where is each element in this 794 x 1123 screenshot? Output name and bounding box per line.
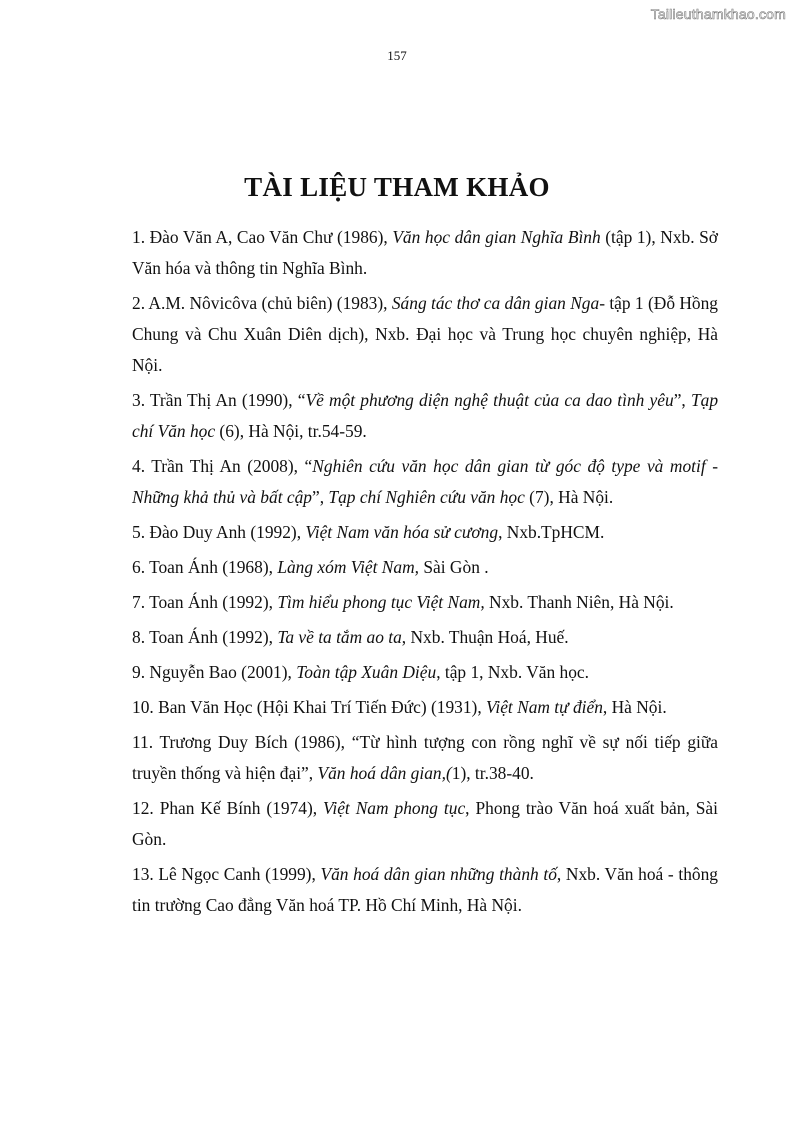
reference-item: 1. Đào Văn A, Cao Văn Chư (1986), Văn học dân gian Nghĩa Bình (tập 1), Nxb. Sở Văn hóa và thông tin Nghĩa Bình. (132, 227, 718, 278)
reference-item: 10. Ban Văn Học (Hội Khai Trí Tiến Đức) (1931), Việt Nam tự điển, Hà Nội. (132, 697, 667, 717)
page-number: 157 (387, 48, 407, 63)
reference-item: 11. Trương Duy Bích (1986), “Từ hình tượng con rồng nghĩ về sự nối tiếp giữa truyền thống và hiện đại”, Văn hoá dân gian,(1), tr.38-40. (132, 732, 718, 783)
page-title: TÀI LIỆU THAM KHẢO (244, 172, 550, 202)
reference-item: 12. Phan Kế Bính (1974), Việt Nam phong tục, Phong trào Văn hoá xuất bản, Sài Gòn. (132, 798, 718, 849)
reference-list (132, 222, 718, 925)
watermark: Tailieuthamkhao.com (650, 6, 786, 22)
reference-item: 7. Toan Ánh (1992), Tìm hiểu phong tục Việt Nam, Nxb. Thanh Niên, Hà Nội. (132, 592, 674, 612)
reference-item: 6. Toan Ánh (1968), Làng xóm Việt Nam, Sài Gòn . (132, 557, 489, 577)
reference-item: 9. Nguyễn Bao (2001), Toàn tập Xuân Diệu, tập 1, Nxb. Văn học. (132, 662, 589, 682)
reference-item: 8. Toan Ánh (1992), Ta về ta tắm ao ta, Nxb. Thuận Hoá, Huế. (132, 627, 569, 647)
reference-item: 5. Đào Duy Anh (1992), Việt Nam văn hóa sử cương, Nxb.TpHCM. (132, 522, 605, 542)
reference-item: 4. Trần Thị An (2008), “Nghiên cứu văn học dân gian từ góc độ type và motif - Những khả thủ và bất cập”, Tạp chí Nghiên cứu văn học (7), Hà Nội. (132, 456, 719, 507)
reference-item: 3. Trần Thị An (1990), “Về một phương diện nghệ thuật của ca dao tình yêu”, Tạp chí Văn học (6), Hà Nội, tr.54-59. (132, 390, 719, 441)
reference-item: 2. A.M. Nôvicôva (chủ biên) (1983), Sáng tác thơ ca dân gian Nga- tập 1 (Đỗ Hồng Chung và Chu Xuân Diên dịch), Nxb. Đại học và Trung học chuyên nghiệp, Hà Nội. (132, 293, 719, 375)
reference-item: 13. Lê Ngọc Canh (1999), Văn hoá dân gian những thành tố, Nxb. Văn hoá - thông tin trường Cao đẳng Văn hoá TP. Hồ Chí Minh, Hà Nội. (132, 864, 718, 915)
